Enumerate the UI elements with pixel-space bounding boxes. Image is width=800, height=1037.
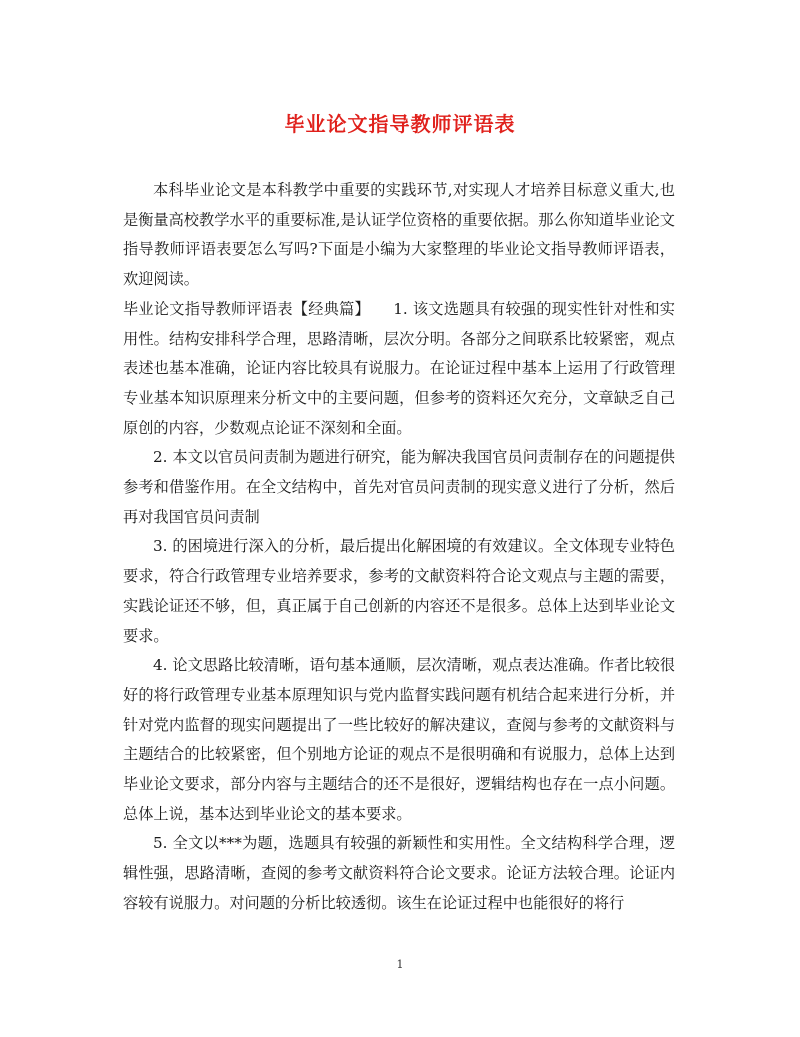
intro-paragraph: 本科毕业论文是本科教学中重要的实践环节,对实现人才培养目标意义重大,也是衡量高校教学水平的重要标准,是认证学位资格的重要依据。那么你知道毕业论文指导教师评语表要怎么写吗?下面是小编为大家整理的毕业论文指导教师评语表，欢迎阅读。: [123, 181, 675, 289]
paragraph-5: 5. 全文以***为题，选题具有较强的新颖性和实用性。全文结构科学合理，逻辑性强，思路清晰，查阅的参考文献资料符合论文要求。论证方法较合理。论证内容较有说服力。对问题的分析比较透彻。该生在论证过程中也能很好的将行: [123, 834, 675, 912]
page-number: 1: [396, 958, 404, 971]
document-title: 毕业论文指导教师评语表: [284, 112, 516, 136]
paragraph-classic-1: 毕业论文指导教师评语表【经典篇】 1. 该文选题具有较强的现实性针对性和实用性。结构安排科学合理，思路清晰，层次分明。各部分之间联系比较紧密，观点表述也基本准确，论证内容比较具有说服力。在论证过程中基本上运用了行政管理专业基本知识原理来分析文中的主要问题，但参考的资料还欠充分，文章缺乏自己原创的内容，少数观点论证不深刻和全面。: [123, 299, 675, 437]
paragraph-4: 4. 论文思路比较清晰，语句基本通顺，层次清晰，观点表达准确。作者比较很好的将行政管理专业基本原理知识与党内监督实践问题有机结合起来进行分析，并针对党内监督的现实问题提出了一些比较好的解决建议，查阅与参考的文献资料与主题结合的比较紧密，但个别地方论证的观点不是很明确和有说服力，总体上达到毕业论文要求，部分内容与主题结合的还不是很好，逻辑结构也存在一点小问题。总体上说，基本达到毕业论文的基本要求。: [123, 656, 675, 823]
paragraph-2: 2. 本文以官员问责制为题进行研究，能为解决我国官员问责制存在的问题提供参考和借鉴作用。在全文结构中，首先对官员问责制的现实意义进行了分析，然后再对我国官员问责制: [123, 448, 675, 526]
document-body: [123, 176, 675, 919]
paragraph-3: 3. 的困境进行深入的分析，最后提出化解困境的有效建议。全文体现专业特色要求，符合行政管理专业培养要求，参考的文献资料符合论文观点与主题的需要，实践论证还不够，但，真正属于自己创新的内容还不是很多。总体上达到毕业论文要求。: [123, 537, 675, 645]
